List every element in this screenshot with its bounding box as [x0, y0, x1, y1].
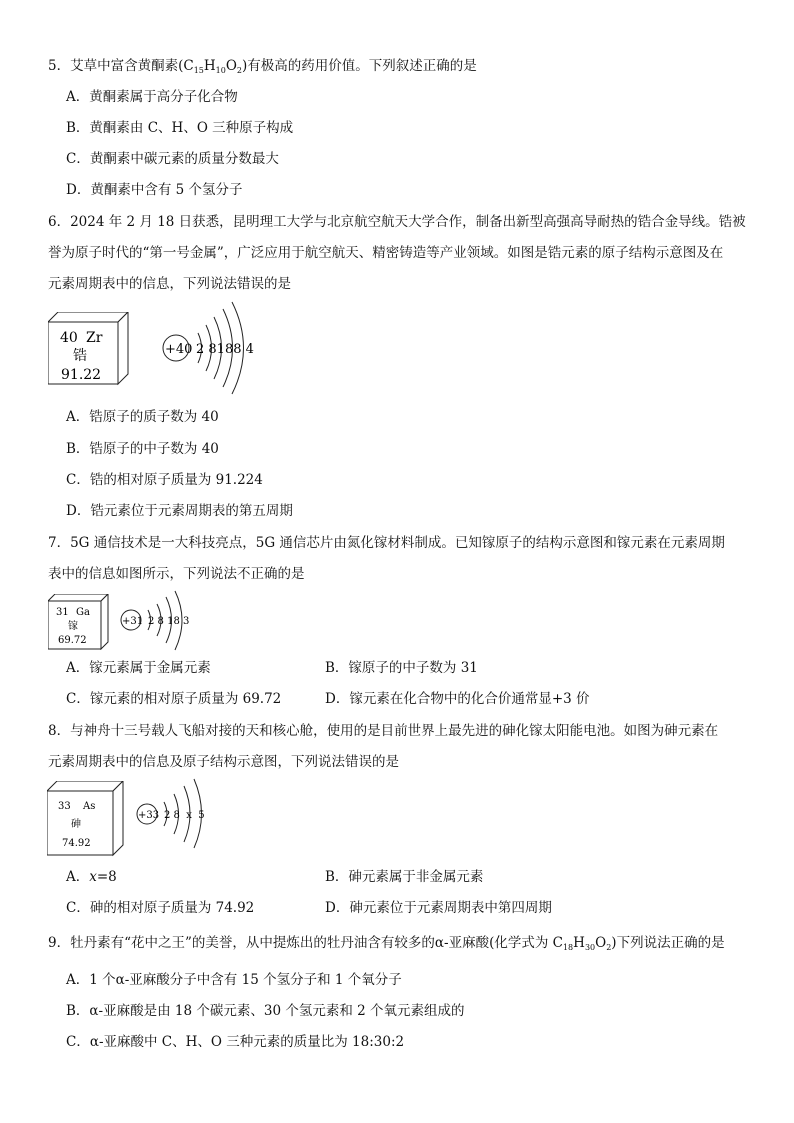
q7-option-b: B．镓原子的中子数为 31 [325, 660, 478, 676]
q6-element-symbol: Zr [86, 330, 103, 346]
q7-atomic-mass: 69.72 [58, 635, 87, 646]
q6-element-name: 锆 [73, 348, 87, 364]
q7-option-a: A．镓元素属于金属元素 [66, 660, 211, 676]
q5-stem: 5．艾草中富含黄酮素$(C_{15}H_{10}O_2)$有极高的药用价值。下列叙述正确的是 [48, 58, 477, 75]
q5-option-b: B．黄酮素由 C、H、O 三种原子构成 [66, 120, 294, 136]
q6-atom-diagram [160, 300, 260, 400]
q8-stem-line-2: 元素周期表中的信息及原子结构示意图，下列说法错误的是 [48, 754, 399, 770]
q7-element-name: 镓 [68, 621, 78, 632]
q8-element-symbol: As [83, 801, 96, 812]
q7-stem-line-2: 表中的信息如图所示，下列说法不正确的是 [48, 566, 305, 582]
q8-element-cell [47, 781, 125, 857]
q6-nucleus-charge: +40 [165, 342, 193, 357]
q6-stem-line-2: 誉为原子时代的“第一号金属”，广泛应用于航空航天、精密铸造等产业领域。如图是锆元素的原子结构示意图及在 [48, 245, 724, 261]
q7-element-symbol: Ga [76, 607, 90, 618]
q6-electron-shells: 2 8188 4 [196, 342, 254, 357]
q6-option-c: C．锆的相对原子质量为 91.224 [66, 472, 263, 488]
q5-option-d: D．黄酮素中含有 5 个氢分子 [66, 182, 243, 198]
q6-atomic-mass: 91.22 [61, 367, 102, 383]
q6-option-b: B．锆原子的中子数为 40 [66, 441, 219, 457]
q7-electron-shells: 2 8 18 3 [148, 616, 190, 627]
q8-option-c: C．砷的相对原子质量为 74.92 [66, 900, 255, 916]
q6-stem-line-1: 6．2024 年 2 月 18 日获悉，昆明理工大学与北京航空航天大学合作，制备出新型高强高导耐热的锆合金导线。锆被 [48, 214, 746, 230]
q8-nucleus-charge: +33 [138, 810, 160, 821]
q6-stem-line-3: 元素周期表中的信息，下列说法错误的是 [48, 276, 291, 292]
q6-element-cell [48, 312, 130, 386]
q6-option-d: D．锆元素位于元素周期表的第五周期 [66, 503, 293, 519]
q7-nucleus-charge: +31 [122, 616, 144, 627]
q7-element-cell [48, 594, 110, 650]
q8-element-name: 砷 [71, 819, 81, 830]
q7-option-c: C．镓元素的相对原子质量为 69.72 [66, 691, 282, 707]
q6-option-a: A．锆原子的质子数为 40 [66, 409, 219, 425]
q7-stem-line-1: 7．5G 通信技术是一大科技亮点，5G 通信芯片由氮化镓材料制成。已知镓原子的结构示意图和镓元素在元素周期 [48, 535, 725, 551]
q9-option-b: B．α-亚麻酸是由 18 个碳元素、30 个氢元素和 2 个氧元素组成的 [66, 1003, 465, 1019]
q8-electron-shells: 2 8 x 5 [164, 810, 205, 821]
q8-option-d: D．砷元素位于元素周期表中第四周期 [325, 900, 552, 916]
q8-atom-diagram [134, 776, 214, 850]
q8-atomic-mass: 74.92 [62, 838, 91, 849]
q8-option-a: A．x=8 [66, 869, 117, 885]
q7-atomic-number: 31 [56, 607, 69, 618]
q8-stem-line-1: 8．与神舟十三号载人飞船对接的天和核心舱，使用的是目前世界上最先进的砷化镓太阳能电池。如图为砷元素在 [48, 723, 719, 739]
q9-option-c: C．α-亚麻酸中 C、H、O 三种元素的质量比为 18:30:2 [66, 1034, 405, 1050]
q5-option-c: C．黄酮素中碳元素的质量分数最大 [66, 151, 279, 167]
q9-option-a: A．1 个α-亚麻酸分子中含有 15 个氢分子和 1 个氧分子 [66, 972, 402, 988]
q8-atomic-number: 33 [58, 801, 71, 812]
q7-option-d: D．镓元素在化合物中的化合价通常显+3 价 [325, 691, 590, 707]
q6-atomic-number: 40 [60, 330, 78, 346]
q7-atom-diagram [118, 588, 194, 654]
q8-option-b: B．砷元素属于非金属元素 [325, 869, 484, 885]
q5-option-a: A．黄酮素属于高分子化合物 [66, 89, 238, 105]
q9-stem: 9．牡丹素有“花中之王”的美誉，从中提炼出的牡丹油含有较多的α-亚麻酸(化学式为 $C_{18}H_{30}O_2$)下列说法正确的是 [48, 935, 725, 952]
